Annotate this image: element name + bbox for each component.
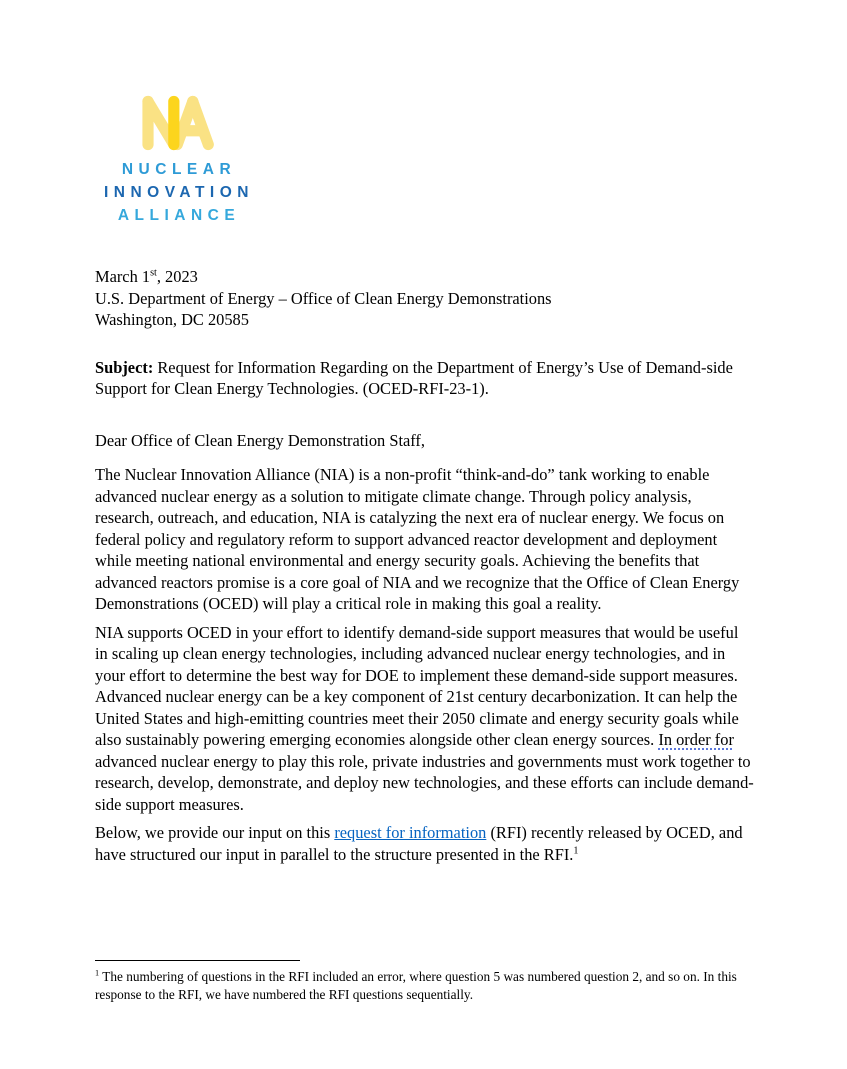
footnote: [95, 968, 754, 1003]
logo-word-nuclear: NUCLEAR: [121, 161, 237, 178]
paragraph-2-end: advanced nuclear energy to play this role, private industries and governments must work together to research, develop, demonstrate, and deploy new technologies, and these efforts can include demand-side support measures.: [95, 751, 754, 814]
paragraph-1: The Nuclear Innovation Alliance (NIA) is a non-profit “think-and-do” tank working to enable advanced nuclear energy as a solution to mitigate climate change. Through policy analysis, research, outreach, and education, NIA is catalyzing the next era of nuclear energy. We focus on federal policy and regulatory reform to support advanced reactor development and deployment while meeting national environmental and energy security goals. Achieving the benefits that advanced reactors promise is a core goal of NIA and we recognize that the Office of Clean Energy Demonstrations (OCED) will play a critical role in making this goal a reality.: [95, 465, 740, 613]
date-text: March 1: [95, 267, 151, 286]
date-ordinal-superscript: st: [150, 267, 157, 279]
letter-body: [95, 266, 754, 872]
paragraph-3-start: Below, we provide our input on this: [95, 823, 335, 842]
subject-line: [95, 357, 754, 400]
logo-word-innovation: INNOVATION: [103, 184, 254, 201]
nia-monogram-icon: [135, 92, 223, 154]
grammar-flagged-phrase: In order for: [658, 730, 734, 749]
footnote-area: [95, 960, 754, 1003]
footnote-reference: 1: [573, 845, 579, 857]
city-line: Washington, DC 20585: [95, 310, 249, 329]
nia-wordmark: [100, 158, 258, 227]
subject-text: Request for Information Regarding on the Department of Energy’s Use of Demand-side Support for Clean Energy Technologies. (OCED-RFI-23-1).: [95, 357, 733, 398]
recipient-line: U.S. Department of Energy – Office of Clean Energy Demonstrations: [95, 288, 552, 308]
paragraph-3-end: (RFI) recently released by OCED, and have structured our input in parallel to the structure presented in the RFI.: [95, 823, 743, 864]
footnote-separator: [95, 960, 300, 961]
rfi-hyperlink[interactable]: request for information: [334, 823, 487, 842]
paragraph-2-start: NIA supports OCED in your effort to identify demand-side support measures that would be useful in scaling up clean energy technologies, including advanced nuclear energy technologies, and in your effort to determine the best way for DOE to implement these demand-side support measures. Advanced nuclear energy can be a key component of 21st century decarbonization. It can help the United States and high-emitting countries meet their 2050 climate and energy security goals while also sustainably powering emerging economies alongside other clean energy sources.: [95, 622, 739, 749]
footnote-text: The numbering of questions in the RFI included an error, where question 5 was numbered question 2, and so on. In this response to the RFI, we have numbered the RFI questions sequentially.: [95, 969, 737, 1002]
logo-word-alliance: ALLIANCE: [117, 207, 241, 224]
date-line: [95, 266, 754, 288]
footnote-marker: 1: [95, 968, 100, 978]
date-suffix: , 2023: [156, 267, 198, 286]
nia-logo: [100, 92, 258, 227]
paragraph-3: [95, 822, 754, 865]
subject-label: Subject:: [95, 357, 154, 377]
paragraph-2: [95, 622, 754, 816]
address-block: [95, 266, 754, 331]
salutation: Dear Office of Clean Energy Demonstration Staff,: [95, 430, 425, 450]
